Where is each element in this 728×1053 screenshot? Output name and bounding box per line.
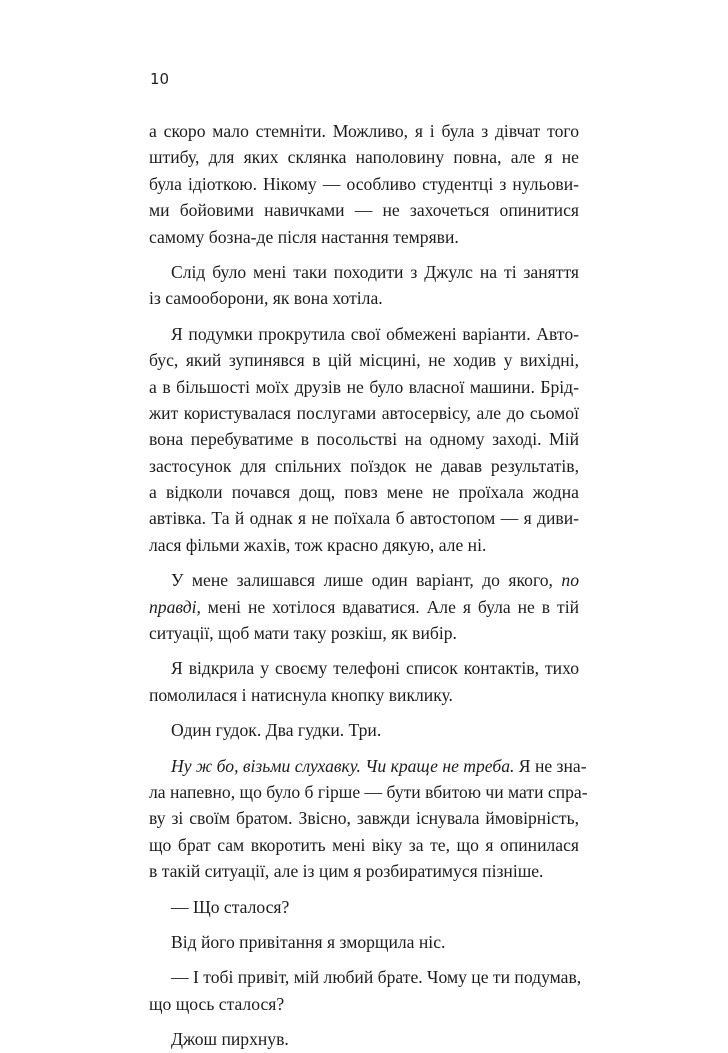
text-segment: мені не хотілося вдаватися. Але я була не в тій bbox=[200, 596, 579, 617]
text-segment: що щось сталося? bbox=[149, 993, 285, 1014]
text-line bbox=[149, 929, 579, 955]
text-line bbox=[149, 285, 579, 311]
text-segment: Я подумки прокрутила свої обмежені варіанти. Авто- bbox=[171, 323, 579, 344]
text-line bbox=[149, 144, 579, 170]
text-line bbox=[149, 858, 579, 884]
text-line bbox=[149, 620, 579, 646]
text-line bbox=[149, 259, 579, 285]
text-line bbox=[149, 426, 579, 452]
text-segment: — Що сталося? bbox=[171, 896, 290, 917]
text-segment: У мене залишався лише один варіант, до якого, bbox=[171, 570, 562, 591]
text-line bbox=[149, 453, 579, 479]
text-segment: а відколи почався дощ, повз мене не проїхала жодна bbox=[149, 482, 579, 503]
text-line bbox=[149, 171, 579, 197]
text-segment: із самооборони, як вона хотіла. bbox=[149, 288, 383, 309]
text-line bbox=[149, 655, 579, 681]
text-line bbox=[149, 1026, 579, 1052]
text-segment: ситуації, щоб мати таку розкіш, як вибір. bbox=[149, 623, 457, 644]
text-segment: що брат сам вкоротить мені віку за те, що я опинилася bbox=[149, 834, 579, 855]
text-segment: помолилася і натиснула кнопку виклику. bbox=[149, 684, 453, 705]
text-segment: Джош пирхнув. bbox=[171, 1029, 289, 1050]
text-segment: вона перебуватиме в посольстві на одному заході. Мій bbox=[149, 429, 579, 450]
text-segment: лася фільми жахів, тож красно дякую, але ні. bbox=[149, 534, 487, 555]
text-line bbox=[149, 224, 579, 250]
italic-text: Ну ж бо, візьми слухавку. Чи краще не треба. bbox=[171, 755, 515, 776]
text-line bbox=[149, 197, 579, 223]
text-line bbox=[149, 991, 579, 1017]
text-segment: — І тобі привіт, мій любий брате. Чому це ти подумав, bbox=[171, 967, 582, 988]
text-segment: а скоро мало стемніти. Можливо, я і була з дівчат того bbox=[149, 121, 579, 141]
text-line bbox=[149, 374, 579, 400]
text-segment: бус, який зупинявся в цій місцині, не ходив у вихідні, bbox=[149, 350, 579, 371]
text-line bbox=[149, 400, 579, 426]
text-segment: Від його привітання я зморщила ніс. bbox=[171, 931, 446, 952]
text-segment: автівка. Та й однак я не поїхала б автостопом — я диви- bbox=[149, 508, 579, 529]
text-segment: жит користувалася послугами автосервісу, але до сьомої bbox=[149, 402, 579, 423]
text-line bbox=[149, 779, 588, 805]
text-line bbox=[149, 479, 579, 505]
text-line bbox=[149, 567, 579, 593]
text-line bbox=[149, 964, 582, 990]
text-line bbox=[149, 532, 579, 558]
text-segment: застосунок для спільних поїздок не давав результатів, bbox=[149, 455, 579, 476]
text-line bbox=[149, 118, 579, 144]
text-segment: штибу, для яких склянка наполовину повна, але я не bbox=[149, 147, 579, 168]
text-segment: самому бозна-де після настання темряви. bbox=[149, 226, 459, 247]
text-segment: Я відкрила у своєму телефоні список контактів, тихо bbox=[171, 658, 579, 679]
text-line bbox=[149, 894, 579, 920]
text-segment: а в більшості моїх друзів не було власної машини. Брід- bbox=[149, 376, 579, 397]
text-segment: ву зі своїм братом. Звісно, завжди існувала ймовірність, bbox=[149, 808, 579, 829]
text-line bbox=[149, 594, 579, 620]
text-segment: Слід було мені таки походити з Джулс на ті заняття bbox=[171, 261, 579, 282]
text-line bbox=[149, 717, 579, 743]
text-segment: Один гудок. Два гудки. Три. bbox=[171, 720, 382, 741]
text-segment: в такій ситуації, але із цим я розбиратимуся пізніше. bbox=[149, 861, 544, 882]
text-line bbox=[149, 347, 579, 373]
text-segment: Я не зна- bbox=[514, 755, 587, 776]
text-line bbox=[149, 753, 587, 779]
text-segment: ла напевно, що було б гірше — бути вбитою чи мати спра- bbox=[149, 781, 588, 802]
text-segment: ми бойовими навичками — не захочеться опинитися bbox=[149, 200, 579, 221]
italic-text: правді, bbox=[149, 596, 201, 617]
body-text bbox=[149, 118, 588, 1053]
text-segment: була ідіоткою. Нікому — особливо студентці з нульови- bbox=[149, 173, 579, 194]
page-number: 10 bbox=[150, 70, 170, 88]
text-line bbox=[149, 805, 579, 831]
text-line bbox=[149, 832, 579, 858]
text-line bbox=[149, 682, 579, 708]
italic-text: по bbox=[561, 570, 579, 591]
text-line bbox=[149, 505, 579, 531]
text-line bbox=[149, 321, 579, 347]
